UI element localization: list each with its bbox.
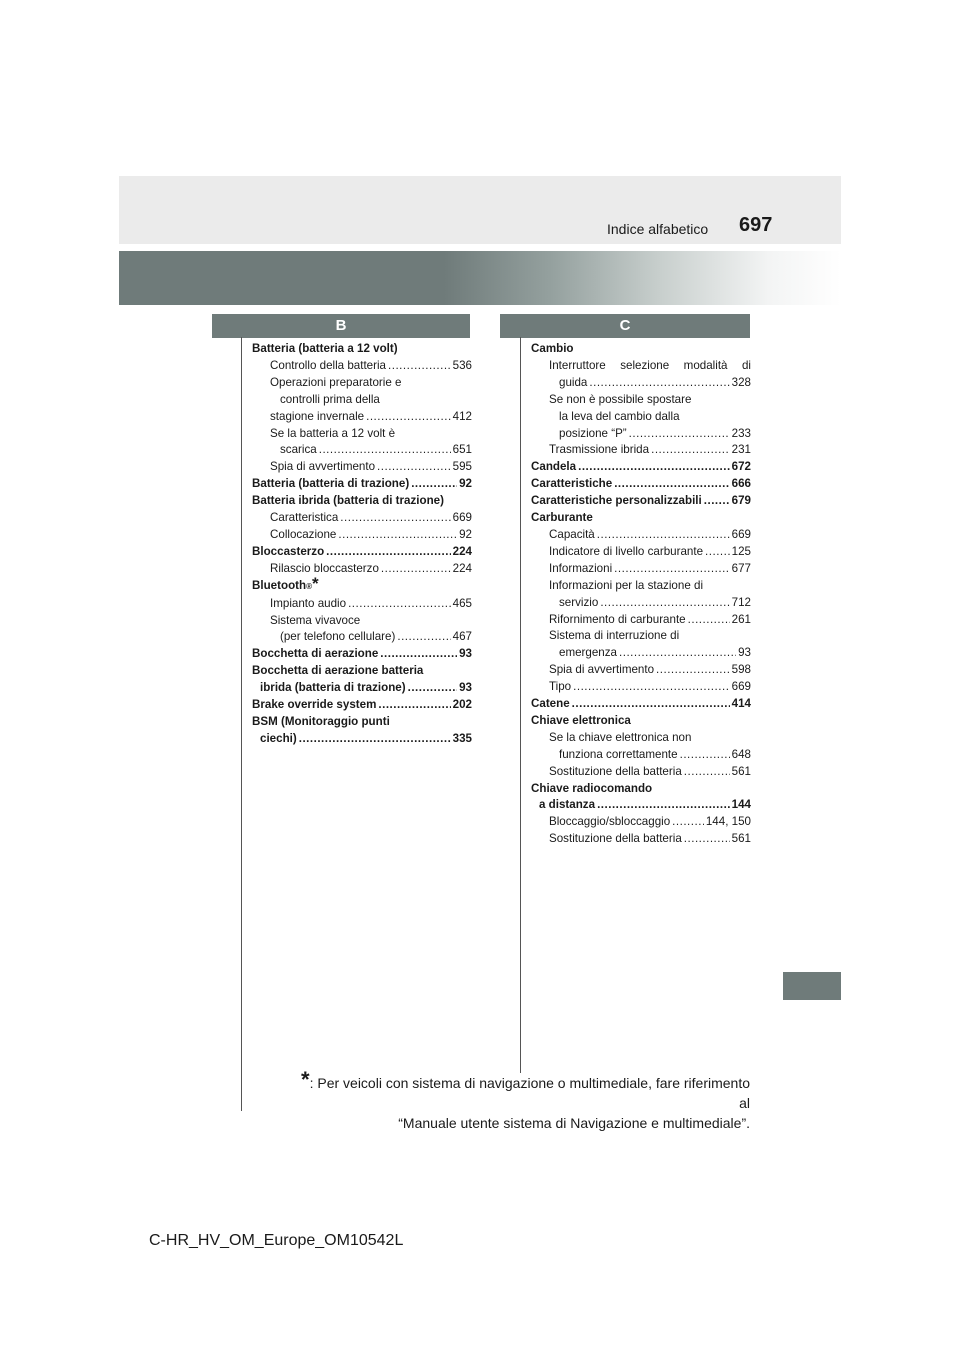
dot-leader xyxy=(600,595,729,612)
index-entry xyxy=(252,459,472,476)
dot-leader xyxy=(319,442,451,459)
index-entry-text: a distanza xyxy=(539,798,596,812)
index-entry-page: 561 xyxy=(731,764,751,778)
dot-leader xyxy=(704,493,730,510)
index-entry-text: Batteria ibrida (batteria di trazione) xyxy=(252,494,444,508)
index-entry-text: Operazioni preparatorie e xyxy=(270,375,402,389)
index-entry xyxy=(252,426,472,443)
index-entry-text: Candela xyxy=(531,460,577,474)
column-heading-b: B xyxy=(212,314,470,338)
dot-leader xyxy=(656,662,730,679)
index-entry-text: Bloccaggio/sbloccaggio xyxy=(549,815,671,829)
page-number: 697 xyxy=(739,214,773,236)
dot-leader xyxy=(705,544,730,561)
index-entry xyxy=(252,731,472,748)
index-entry-page: 92 xyxy=(459,477,472,491)
index-entry-text: la leva del cambio dalla xyxy=(559,409,680,423)
dot-leader xyxy=(388,358,451,375)
footnote-star: * xyxy=(301,1067,310,1092)
index-entry-page: 93 xyxy=(459,681,472,695)
chapter-side-tab xyxy=(783,972,841,1000)
index-entry-text: BSM (Monitoraggio punti xyxy=(252,714,390,728)
index-entry-page: 669 xyxy=(731,680,751,694)
index-entry-page: 144 xyxy=(731,798,751,812)
index-entry-text: Caratteristiche personalizzabili xyxy=(531,494,702,508)
dot-leader xyxy=(684,764,730,781)
dot-leader xyxy=(597,797,730,814)
index-entry xyxy=(531,730,751,747)
index-entry-page: 536 xyxy=(452,358,472,372)
footnote xyxy=(294,1067,750,1133)
dot-leader xyxy=(381,561,451,578)
index-entry xyxy=(252,375,472,392)
index-entry xyxy=(531,612,751,629)
index-entry-page: 651 xyxy=(452,443,472,457)
index-entry-page: 672 xyxy=(731,460,751,474)
index-entry xyxy=(252,544,472,561)
index-entry-text: Controllo della batteria xyxy=(270,358,387,372)
dot-leader xyxy=(397,629,450,646)
index-entry-text: Chiave elettronica xyxy=(531,713,631,727)
index-entry xyxy=(531,442,751,459)
index-entry-text: Trasmissione ibrida xyxy=(549,443,650,457)
index-entry-text: Sistema di interruzione di xyxy=(549,629,680,643)
index-entry xyxy=(252,613,472,630)
dot-leader xyxy=(408,680,458,697)
index-entry-text: Bluetooth xyxy=(252,578,307,592)
index-column-c xyxy=(531,341,751,848)
index-entry xyxy=(252,680,472,697)
index-entry xyxy=(531,764,751,781)
index-entry-page: 231 xyxy=(731,443,751,457)
index-entry-page: 679 xyxy=(731,494,751,508)
index-entry xyxy=(531,578,751,595)
dot-leader xyxy=(684,831,730,848)
index-entry-text: Caratteristica xyxy=(270,511,339,525)
index-entry-text: Collocazione xyxy=(270,527,337,541)
index-entry xyxy=(252,476,472,493)
index-entry-text: Rifornimento di carburante xyxy=(549,612,686,626)
index-entry xyxy=(531,544,751,561)
index-entry xyxy=(531,814,751,831)
index-entry xyxy=(252,392,472,409)
dot-leader xyxy=(614,476,729,493)
index-entry-text: posizione “P” xyxy=(559,426,627,440)
index-entry-text: scarica xyxy=(280,443,317,457)
index-entry-page: 224 xyxy=(452,561,472,575)
index-entry-page: 261 xyxy=(731,612,751,626)
index-entry-text: Tipo xyxy=(549,680,572,694)
index-entry-text: Spia di avvertimento xyxy=(270,460,376,474)
dot-leader xyxy=(680,747,730,764)
dot-leader xyxy=(338,527,457,544)
index-entry-text: Se la chiave elettronica non xyxy=(549,730,692,744)
index-entry xyxy=(531,341,751,358)
section-title: Indice alfabetico xyxy=(607,221,709,237)
registered-mark: ® xyxy=(306,581,312,591)
index-entry-text: Batteria (batteria di trazione) xyxy=(252,477,410,491)
dot-leader xyxy=(578,459,730,476)
index-entry-page: 328 xyxy=(731,375,751,389)
index-entry-page: 666 xyxy=(731,477,751,491)
index-entry-text: Brake override system xyxy=(252,698,377,712)
footnote-line-2: “Manuale utente sistema di Navigazione e multimediale”. xyxy=(398,1115,750,1131)
index-entry-page: 467 xyxy=(452,630,472,644)
index-entry xyxy=(531,561,751,578)
index-entry-text: Bocchetta di aerazione xyxy=(252,647,379,661)
index-entry xyxy=(252,714,472,731)
dot-leader xyxy=(377,459,451,476)
index-entry xyxy=(252,596,472,613)
index-entry xyxy=(252,697,472,714)
index-entry-page: 595 xyxy=(452,460,472,474)
index-entry-text: Carburante xyxy=(531,511,593,525)
index-entry xyxy=(531,662,751,679)
dot-leader xyxy=(340,510,450,527)
dot-leader xyxy=(366,409,451,426)
index-entry-text: Sistema vivavoce xyxy=(270,613,361,627)
index-entry-text: Impianto audio xyxy=(270,596,347,610)
dot-leader xyxy=(688,612,730,629)
document-id: C-HR_HV_OM_Europe_OM10542L xyxy=(149,1232,404,1249)
index-entry-text: Bocchetta di aerazione batteria xyxy=(252,664,424,678)
index-entry-text: Chiave radiocomando xyxy=(531,781,653,795)
index-entry xyxy=(531,409,751,426)
index-entry xyxy=(531,747,751,764)
index-entry-text: Batteria (batteria a 12 volt) xyxy=(252,342,398,355)
index-entry-page: 669 xyxy=(452,511,472,525)
left-rule xyxy=(241,337,242,1111)
index-entry-text: Catene xyxy=(531,697,570,711)
index-entry-page: 93 xyxy=(459,647,472,661)
index-entry-page: 93 xyxy=(738,646,751,660)
dot-leader xyxy=(619,645,736,662)
index-entry-page: 202 xyxy=(452,698,472,712)
index-column-b xyxy=(252,341,472,748)
dot-leader xyxy=(326,544,450,561)
index-entry: Bluetooth ® * xyxy=(252,578,472,596)
dot-leader xyxy=(651,442,730,459)
index-entry-page: 144, 150 xyxy=(705,815,751,829)
index-entry xyxy=(531,426,751,443)
index-entry xyxy=(252,646,472,663)
index-entry xyxy=(531,713,751,730)
dot-leader xyxy=(299,731,451,748)
index-entry-text: emergenza xyxy=(559,646,618,660)
index-entry-text: Rilascio bloccasterzo xyxy=(270,561,379,575)
index-entry-text: Capacità xyxy=(549,527,595,541)
index-entry xyxy=(252,409,472,426)
dot-leader xyxy=(411,476,457,493)
index-entry-page: 224 xyxy=(452,544,472,558)
index-entry xyxy=(531,628,751,645)
index-entry-page: 561 xyxy=(731,832,751,846)
index-entry-page: 465 xyxy=(452,596,472,610)
index-entry xyxy=(252,629,472,646)
index-entry-page: 125 xyxy=(731,544,751,558)
header-bar xyxy=(119,176,841,244)
index-entry-text: (per telefono cellulare) xyxy=(280,630,396,644)
dot-leader xyxy=(573,679,730,696)
index-entry-text: Se non è possibile spostare xyxy=(549,392,692,406)
dot-leader xyxy=(572,696,730,713)
index-entry-page: 677 xyxy=(731,561,751,575)
index-entry xyxy=(252,510,472,527)
footnote-line-1: : Per veicoli con sistema di navigazione o multimediale, fare riferimento al xyxy=(309,1075,750,1111)
index-entry xyxy=(531,510,751,527)
index-entry xyxy=(252,442,472,459)
index-entry-text: guida xyxy=(559,375,588,389)
index-entry-text: Cambio xyxy=(531,342,574,355)
dot-leader xyxy=(589,375,729,392)
index-entry xyxy=(531,358,751,375)
index-entry xyxy=(252,663,472,680)
dot-leader xyxy=(672,814,704,831)
index-entry xyxy=(531,527,751,544)
index-entry xyxy=(531,797,751,814)
index-entry xyxy=(252,527,472,544)
index-entry-text: stagione invernale xyxy=(270,409,365,423)
index-entry xyxy=(252,561,472,578)
index-entry-text: Sostituzione della batteria xyxy=(549,832,682,846)
column-divider xyxy=(520,337,521,1073)
index-entry xyxy=(531,696,751,713)
header-gradient-band xyxy=(119,251,841,305)
index-entry xyxy=(531,831,751,848)
index-entry-page: 669 xyxy=(731,527,751,541)
index-entry xyxy=(531,493,751,510)
index-entry xyxy=(531,781,751,798)
index-entry-text: Spia di avvertimento xyxy=(549,663,655,677)
index-entry-text: Sostituzione della batteria xyxy=(549,764,682,778)
index-entry xyxy=(252,358,472,375)
index-entry-page: 233 xyxy=(731,426,751,440)
column-heading-c: C xyxy=(500,314,750,338)
index-entry xyxy=(531,392,751,409)
index-entry-text: Indicatore di livello carburante xyxy=(549,544,704,558)
dot-leader xyxy=(348,596,451,613)
index-entry-page: 414 xyxy=(731,697,751,711)
index-entry-text: controlli prima della xyxy=(280,392,380,406)
index-entry xyxy=(531,679,751,696)
index-entry-page: 598 xyxy=(731,663,751,677)
index-entry-text: Informazioni xyxy=(549,561,613,575)
dot-leader xyxy=(378,697,450,714)
index-entry xyxy=(531,375,751,392)
index-entry-text: Informazioni per la stazione di xyxy=(549,578,704,592)
index-entry-page: 92 xyxy=(459,527,472,541)
index-entry xyxy=(531,595,751,612)
index-entry-text: funziona correttamente xyxy=(559,747,678,761)
index-entry-text: ibrida (batteria di trazione) xyxy=(260,681,406,695)
index-entry xyxy=(252,493,472,510)
index-entry-text: Interruttore selezione modalità di xyxy=(549,358,751,372)
index-entry-page: 712 xyxy=(731,595,751,609)
dot-leader xyxy=(629,426,730,443)
index-entry-page: 412 xyxy=(452,409,472,423)
index-entry-text: Caratteristiche xyxy=(531,477,613,491)
index-entry-text: servizio xyxy=(559,595,599,609)
dot-leader xyxy=(597,527,730,544)
index-entry xyxy=(531,459,751,476)
index-entry-page: 648 xyxy=(731,747,751,761)
dot-leader xyxy=(380,646,457,663)
dot-leader xyxy=(614,561,730,578)
index-entry-text: Bloccasterzo xyxy=(252,544,325,558)
index-entry-text: Se la batteria a 12 volt è xyxy=(270,426,396,440)
index-entry-text: ciechi) xyxy=(260,731,297,745)
index-entry xyxy=(252,341,472,358)
index-entry-page: 335 xyxy=(452,731,472,745)
index-entry xyxy=(531,645,751,662)
index-entry xyxy=(531,476,751,493)
